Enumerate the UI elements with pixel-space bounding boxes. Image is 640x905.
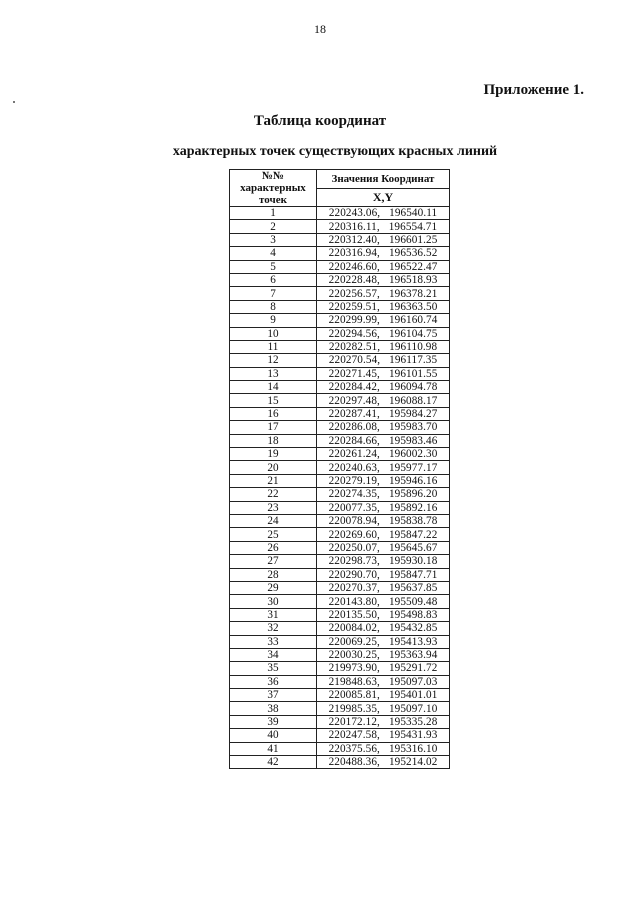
coordinate-x: 220270.54, — [328, 354, 381, 367]
table-row — [230, 648, 450, 661]
table-row — [230, 635, 450, 648]
point-number-cell: 33 — [230, 635, 317, 648]
table-row — [230, 300, 450, 313]
coordinate-x: 220243.06, — [328, 207, 381, 220]
coordinate-x: 220297.48, — [328, 394, 380, 407]
coordinate-x: 220172.12, — [328, 716, 380, 729]
point-number-cell: 6 — [230, 273, 317, 286]
coordinate-y: 196540.11 — [389, 207, 438, 220]
coordinate-x: 220316.11, — [328, 220, 380, 233]
table-row — [230, 394, 450, 407]
point-number-cell: 35 — [230, 662, 317, 675]
coordinate-y: 195983.46 — [388, 434, 438, 447]
table-row — [230, 541, 450, 554]
scan-speck — [13, 101, 15, 103]
coordinate-x: 220084.02, — [328, 622, 380, 635]
table-row — [230, 354, 450, 367]
coordinate-value-cell — [317, 635, 450, 648]
coordinate-value-cell — [317, 474, 450, 487]
coordinate-value-cell — [317, 675, 450, 688]
coordinate-x: 220287.41, — [328, 408, 380, 421]
table-row — [230, 474, 450, 487]
coordinate-value-cell — [317, 407, 450, 420]
coordinate-y: 196378.21 — [388, 287, 438, 300]
table-row — [230, 314, 450, 327]
coordinate-x: 220261.24, — [328, 448, 380, 461]
table-row — [230, 675, 450, 688]
point-number-cell: 16 — [230, 407, 317, 420]
coordinate-value-cell — [317, 568, 450, 581]
point-number-cell: 23 — [230, 501, 317, 514]
coordinate-y: 196536.52 — [388, 247, 438, 260]
page-number: 18 — [314, 22, 326, 36]
table-row — [230, 421, 450, 434]
table-row — [230, 595, 450, 608]
header-point-number-line1: №№ — [261, 170, 285, 182]
point-number-cell: 27 — [230, 555, 317, 568]
coordinate-x: 220228.48, — [328, 274, 380, 287]
point-number-cell: 2 — [230, 220, 317, 233]
table-row — [230, 220, 450, 233]
coordinate-x: 220085.81, — [328, 689, 380, 702]
point-number-cell: 4 — [230, 247, 317, 260]
coordinate-y: 196518.93 — [388, 274, 438, 287]
point-number-cell: 26 — [230, 541, 317, 554]
coordinate-x: 220030.25, — [328, 649, 380, 662]
table-row — [230, 461, 450, 474]
point-number-cell: 30 — [230, 595, 317, 608]
coordinate-y: 196101.55 — [388, 367, 438, 380]
table-row — [230, 340, 450, 353]
coordinate-x: 220284.42, — [328, 381, 380, 394]
coordinate-y: 195509.48 — [388, 595, 438, 608]
coordinate-x: 219973.90, — [328, 662, 380, 675]
coordinate-x: 220269.60, — [328, 528, 380, 541]
coordinate-y: 195498.83 — [388, 608, 438, 621]
point-number-cell: 15 — [230, 394, 317, 407]
table-row — [230, 555, 450, 568]
table-row — [230, 689, 450, 702]
coordinate-value-cell — [317, 514, 450, 527]
coordinate-x: 220250.07, — [328, 541, 380, 554]
coordinate-y: 195432.85 — [388, 622, 438, 635]
coordinate-value-cell — [317, 394, 450, 407]
table-row — [230, 662, 450, 675]
coordinate-y: 196117.35 — [389, 354, 438, 367]
table-row — [230, 273, 450, 286]
coordinate-x: 220298.73, — [328, 555, 380, 568]
point-number-cell: 40 — [230, 729, 317, 742]
coordinates-table — [229, 169, 450, 769]
point-number-cell: 29 — [230, 581, 317, 594]
point-number-cell: 9 — [230, 314, 317, 327]
coordinate-value-cell — [317, 367, 450, 380]
coordinate-y: 196110.98 — [389, 341, 438, 354]
coordinate-value-cell — [317, 327, 450, 340]
point-number-cell: 19 — [230, 448, 317, 461]
coordinate-value-cell — [317, 742, 450, 755]
coordinate-x: 220294.56, — [328, 327, 380, 340]
coordinate-value-cell — [317, 595, 450, 608]
coordinate-x: 220069.25, — [328, 635, 380, 648]
header-point-number — [230, 170, 317, 207]
coordinate-x: 220375.56, — [328, 742, 380, 755]
coordinate-x: 219985.35, — [328, 702, 380, 715]
coordinate-x: 219848.63, — [328, 675, 380, 688]
coordinate-value-cell — [317, 233, 450, 246]
table-row — [230, 434, 450, 447]
header-xy: X,Y — [317, 188, 450, 207]
coordinate-x: 220270.37, — [328, 582, 380, 595]
coordinate-y: 195930.18 — [388, 555, 438, 568]
coordinate-y: 195363.94 — [388, 649, 438, 662]
point-number-cell: 3 — [230, 233, 317, 246]
coordinate-x: 220299.99, — [328, 314, 380, 327]
table-row — [230, 715, 450, 728]
coordinate-x: 220312.40, — [328, 233, 380, 246]
coordinate-value-cell — [317, 381, 450, 394]
point-number-cell: 41 — [230, 742, 317, 755]
coordinate-value-cell — [317, 501, 450, 514]
coordinate-x: 220316.94, — [328, 247, 380, 260]
coordinate-y: 195413.93 — [388, 635, 438, 648]
coordinate-x: 220077.35, — [328, 501, 380, 514]
table-row — [230, 247, 450, 260]
point-number-cell: 20 — [230, 461, 317, 474]
coordinate-y: 195838.78 — [388, 515, 438, 528]
coordinate-value-cell — [317, 247, 450, 260]
point-number-cell: 38 — [230, 702, 317, 715]
coordinate-value-cell — [317, 756, 450, 769]
point-number-cell: 13 — [230, 367, 317, 380]
coordinate-value-cell — [317, 555, 450, 568]
coordinate-value-cell — [317, 354, 450, 367]
coordinate-value-cell — [317, 448, 450, 461]
coordinate-x: 220259.51, — [328, 300, 380, 313]
appendix-label: Приложение 1. — [483, 82, 584, 98]
coordinate-value-cell — [317, 340, 450, 353]
coordinate-y: 195977.17 — [388, 461, 438, 474]
table-row — [230, 756, 450, 769]
coordinate-value-cell — [317, 314, 450, 327]
table-row — [230, 207, 450, 220]
coordinate-y: 196094.78 — [388, 381, 438, 394]
table-row — [230, 528, 450, 541]
table-row — [230, 367, 450, 380]
table-row — [230, 260, 450, 273]
coordinate-y: 195946.16 — [388, 475, 438, 487]
coordinate-x: 220488.36, — [328, 756, 380, 769]
coordinate-x: 220271.45, — [328, 367, 380, 380]
coordinate-y: 196522.47 — [388, 260, 438, 273]
table-row — [230, 407, 450, 420]
coordinate-y: 195984.27 — [388, 408, 438, 421]
coordinate-value-cell — [317, 581, 450, 594]
point-number-cell: 24 — [230, 514, 317, 527]
point-number-cell: 8 — [230, 300, 317, 313]
coordinate-value-cell — [317, 608, 450, 621]
header-point-number-line2: характерных — [240, 182, 306, 194]
document-title: Таблица координат — [253, 113, 387, 129]
coordinate-x: 220078.94, — [328, 515, 380, 528]
point-number-cell: 39 — [230, 715, 317, 728]
point-number-cell: 31 — [230, 608, 317, 621]
coordinate-value-cell — [317, 488, 450, 501]
header-point-number-line3: точек — [259, 194, 287, 206]
coordinate-y: 195645.67 — [388, 541, 438, 554]
table-row — [230, 742, 450, 755]
coordinate-x: 220247.58, — [328, 729, 380, 742]
point-number-cell: 18 — [230, 434, 317, 447]
document-subtitle: характерных точек существующих красных линий — [172, 144, 498, 159]
point-number-cell: 10 — [230, 327, 317, 340]
coordinate-value-cell — [317, 541, 450, 554]
coordinate-y: 195214.02 — [388, 756, 438, 769]
table-header-row — [230, 170, 450, 189]
coordinate-x: 220286.08, — [328, 421, 380, 434]
point-number-cell: 14 — [230, 381, 317, 394]
coordinate-x: 220246.60, — [328, 260, 380, 273]
point-number-cell: 25 — [230, 528, 317, 541]
coordinate-x: 220290.70, — [328, 568, 380, 581]
point-number-cell: 11 — [230, 340, 317, 353]
coordinate-y: 196554.71 — [388, 220, 438, 233]
coordinate-y: 196002.30 — [388, 448, 438, 461]
coordinate-y: 196104.75 — [388, 327, 438, 340]
coordinate-value-cell — [317, 434, 450, 447]
point-number-cell: 37 — [230, 689, 317, 702]
table-row — [230, 488, 450, 501]
coordinate-y: 195431.93 — [388, 729, 438, 742]
coordinate-y: 195637.85 — [388, 582, 438, 595]
point-number-cell: 32 — [230, 622, 317, 635]
coordinate-y: 195401.01 — [388, 689, 438, 702]
coordinate-value-cell — [317, 622, 450, 635]
coordinate-y: 195847.22 — [388, 528, 438, 541]
coordinate-y: 196363.50 — [388, 300, 438, 313]
coordinate-y: 195896.20 — [388, 488, 438, 501]
coordinate-y: 196601.25 — [388, 233, 438, 246]
coordinates-table-body — [230, 170, 450, 769]
point-number-cell: 34 — [230, 648, 317, 661]
coordinate-value-cell — [317, 461, 450, 474]
coordinate-value-cell — [317, 220, 450, 233]
coordinate-y: 195291.72 — [388, 662, 438, 675]
coordinate-y: 195316.10 — [388, 742, 438, 755]
table-row — [230, 381, 450, 394]
coordinate-value-cell — [317, 287, 450, 300]
point-number-cell: 21 — [230, 474, 317, 487]
coordinate-x: 220284.66, — [328, 434, 380, 447]
coordinate-value-cell — [317, 300, 450, 313]
coordinate-value-cell — [317, 207, 450, 220]
coordinate-value-cell — [317, 421, 450, 434]
coordinate-value-cell — [317, 648, 450, 661]
coordinate-x: 220135.50, — [328, 608, 380, 621]
header-coordinate-values: Значения Координат — [317, 170, 450, 189]
coordinate-value-cell — [317, 273, 450, 286]
coordinate-value-cell — [317, 729, 450, 742]
point-number-cell: 12 — [230, 354, 317, 367]
coordinate-y: 195097.10 — [388, 702, 438, 715]
coordinate-x: 220143.80, — [328, 595, 380, 608]
table-row — [230, 327, 450, 340]
coordinate-value-cell — [317, 662, 450, 675]
table-row — [230, 233, 450, 246]
table-row — [230, 622, 450, 635]
point-number-cell: 28 — [230, 568, 317, 581]
coordinate-value-cell — [317, 689, 450, 702]
table-row — [230, 702, 450, 715]
coordinate-y: 195983.70 — [388, 421, 438, 434]
coordinate-x: 220274.35, — [328, 488, 380, 501]
coordinate-y: 195892.16 — [388, 501, 438, 514]
coordinate-x: 220240.63, — [328, 461, 380, 474]
table-row — [230, 448, 450, 461]
coordinate-value-cell — [317, 702, 450, 715]
table-row — [230, 501, 450, 514]
coordinate-value-cell — [317, 260, 450, 273]
coordinate-y: 196160.74 — [388, 314, 438, 327]
table-row — [230, 287, 450, 300]
coordinate-y: 195847.71 — [388, 568, 438, 581]
point-number-cell: 17 — [230, 421, 317, 434]
coordinate-y: 196088.17 — [388, 394, 438, 407]
point-number-cell: 36 — [230, 675, 317, 688]
point-number-cell: 42 — [230, 756, 317, 769]
coordinate-x: 220282.51, — [328, 341, 381, 354]
point-number-cell: 1 — [230, 207, 317, 220]
coordinate-y: 195097.03 — [388, 675, 438, 688]
table-row — [230, 581, 450, 594]
point-number-cell: 22 — [230, 488, 317, 501]
table-row — [230, 729, 450, 742]
coordinate-x: 220279.19, — [328, 475, 380, 487]
table-row — [230, 608, 450, 621]
coordinate-value-cell — [317, 528, 450, 541]
point-number-cell: 5 — [230, 260, 317, 273]
point-number-cell: 7 — [230, 287, 317, 300]
table-row — [230, 568, 450, 581]
table-row — [230, 514, 450, 527]
coordinate-x: 220256.57, — [328, 287, 380, 300]
coordinate-value-cell — [317, 715, 450, 728]
coordinate-y: 195335.28 — [388, 716, 438, 729]
